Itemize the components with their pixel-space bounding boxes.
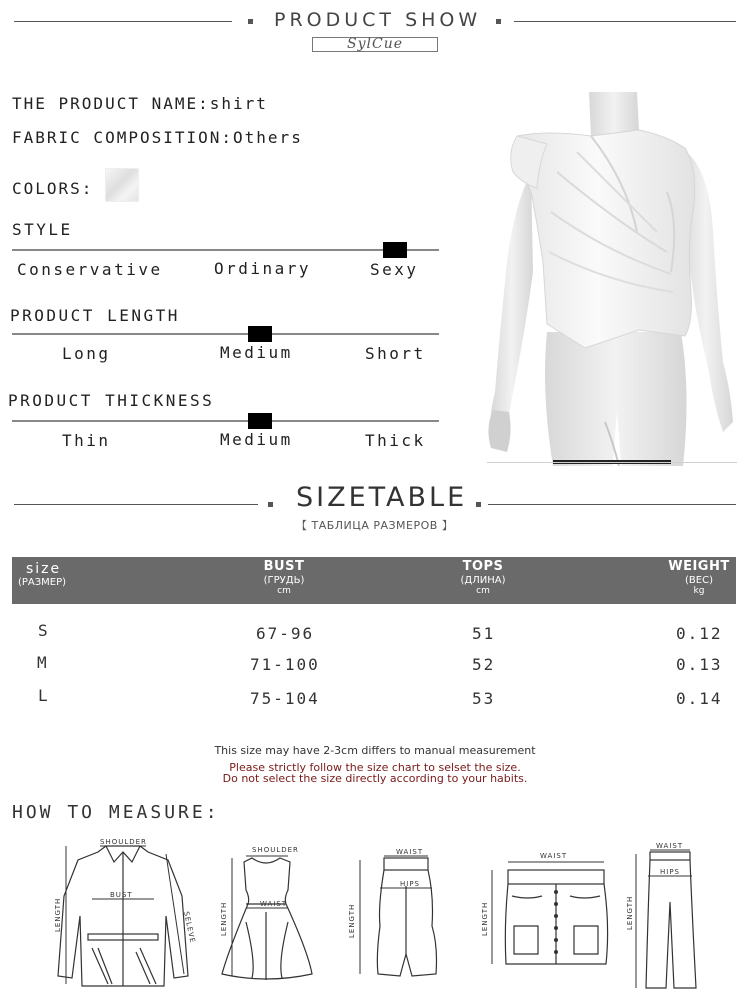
thickness-option-medium: Medium [220, 430, 293, 449]
jacket-shoulder-label: SHOULDER [100, 838, 147, 846]
size-table-header [12, 557, 736, 604]
denim-waist-label: WAIST [540, 852, 568, 860]
skirt-waist-label: WAIST [396, 848, 424, 856]
table-cell-size: L [38, 686, 50, 705]
measurement-note: This size may have 2-3cm differs to manual measurement [214, 744, 536, 757]
denim-length-label: LENGTH [481, 901, 489, 936]
trousers-length-label: LENGTH [626, 895, 634, 930]
dress-measure-diagram [216, 842, 316, 988]
dress-outline [222, 858, 312, 980]
style-marker-selected [383, 242, 407, 258]
col-header-tops: TOPS (ДЛИНА) cm [460, 559, 506, 597]
jacket-length-label: LENGTH [54, 897, 62, 932]
table-cell-bust: 75-104 [250, 689, 320, 708]
table-cell-bust: 71-100 [250, 655, 320, 674]
col-header-size: size (РАЗМЕР) [18, 561, 67, 589]
jacket-sleeve-label: SELEVE [182, 910, 197, 945]
denim-skirt-measure-diagram [478, 846, 610, 974]
trousers-waist-label: WAIST [656, 842, 684, 850]
sizetable-subtitle: 【 ТАБЛИЦА РАЗМЕРОВ 】 [296, 519, 454, 532]
table-cell-tops: 53 [472, 689, 496, 708]
skirt-hips-label: HIPS [400, 880, 420, 888]
col-header-weight: WEIGHT (ВЕС) kg [668, 559, 730, 597]
sizetable-dot-left [268, 502, 273, 507]
thickness-track [12, 420, 439, 422]
skirt-measure-diagram [342, 846, 450, 986]
style-option-ordinary: Ordinary [214, 259, 312, 278]
jacket-bust-label: BUST [110, 891, 133, 899]
sizetable-title: SIZETABLE [296, 482, 468, 513]
length-option-short: Short [365, 344, 426, 363]
size-warning-1: Please strictly follow the size chart to selset the size. [229, 761, 521, 774]
header-rule-right [514, 21, 736, 22]
dress-length-label: LENGTH [220, 901, 228, 936]
jacket-outline [58, 846, 188, 986]
length-option-long: Long [62, 344, 111, 363]
table-cell-weight: 0.12 [676, 624, 723, 643]
page-title: PRODUCT SHOW [274, 9, 482, 31]
header-dot-left [248, 19, 253, 24]
table-cell-tops: 51 [472, 624, 496, 643]
thickness-option-thick: Thick [365, 431, 426, 450]
skirt-length-label: LENGTH [348, 903, 356, 938]
style-option-sexy: Sexy [370, 260, 419, 279]
sizetable-dot-right [476, 502, 481, 507]
colors-label: COLORS: [12, 179, 94, 198]
style-label: STYLE [12, 220, 73, 239]
style-track [12, 249, 439, 251]
col-header-bust: BUST (ГРУДЬ) cm [263, 559, 305, 597]
table-cell-bust: 67-96 [256, 624, 315, 643]
trousers-measure-diagram [626, 842, 706, 992]
product-name: THE PRODUCT NAME:shirt [12, 94, 268, 113]
trousers-hips-label: HIPS [660, 868, 680, 876]
style-option-conservative: Conservative [17, 260, 163, 279]
thickness-label: PRODUCT THICKNESS [8, 391, 215, 410]
length-label: PRODUCT LENGTH [10, 306, 180, 325]
size-warning-2: Do not select the size directly according to your habits. [222, 772, 528, 785]
product-photo [487, 92, 737, 466]
length-track [12, 333, 439, 335]
thickness-option-thin: Thin [62, 431, 111, 450]
sizetable-rule-left [14, 504, 258, 505]
table-cell-weight: 0.14 [676, 689, 723, 708]
dress-waist-label: WAIST [260, 900, 288, 908]
table-cell-weight: 0.13 [676, 655, 723, 674]
brand-logo: SylCue [312, 37, 438, 52]
skirt-outline [377, 858, 436, 976]
table-cell-tops: 52 [472, 655, 496, 674]
table-cell-size: S [38, 621, 50, 640]
color-swatch-white[interactable] [105, 168, 139, 202]
dress-shoulder-label: SHOULDER [252, 846, 299, 854]
how-to-measure-title: HOW TO MEASURE: [12, 802, 220, 823]
sizetable-rule-right [488, 504, 736, 505]
length-option-medium: Medium [220, 343, 293, 362]
fabric-composition: FABRIC COMPOSITION:Others [12, 128, 303, 147]
length-marker-selected [248, 326, 272, 342]
header-rule-left [14, 21, 232, 22]
header-dot-right [496, 19, 501, 24]
jacket-measure-diagram [48, 836, 198, 992]
table-cell-size: M [37, 653, 49, 672]
thickness-marker-selected [248, 413, 272, 429]
